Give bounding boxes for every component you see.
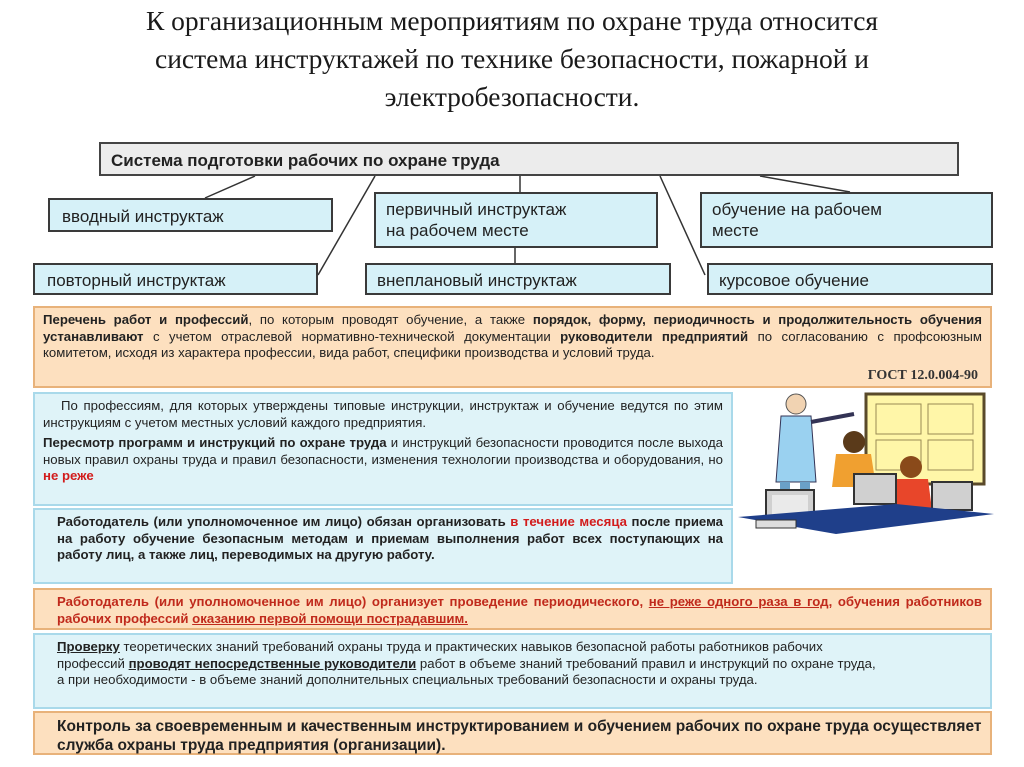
panel-rabotodatel-obyazan (33, 508, 733, 584)
panel-highlight: не реже (43, 468, 94, 483)
gost-reference: ГОСТ 12.0.004-90 (867, 367, 978, 383)
panel-bold: Проверку (57, 639, 120, 654)
panel-highlight: в течение месяца (510, 514, 627, 529)
box-vneplanovyj-instruktazh: внеплановый инструктаж (365, 263, 671, 295)
panel-bold: порядок, форму, периодичность и продолжительность обучения устанавливают (43, 312, 982, 344)
panel-periodicheskoe-obuchenie (33, 588, 992, 630)
panel-text: , по которым проводят обучение, а также (248, 312, 533, 327)
panel-bold: Перечень работ и профессий (43, 312, 249, 327)
panel-proverka-znanij (33, 633, 992, 709)
box-kursovoe-obuchenie: курсовое обучение (707, 263, 993, 295)
panel-text: после приема на работу обучение безопасным методам и приемам выполнения работ всех поступающих на работу лиц, а также лиц, переводимых на другую работу. (57, 514, 724, 562)
title-line-1: К организационным мероприятиям по охране труда относится (145, 5, 879, 36)
panel-bold: Пересмотр программ и инструкций по охране труда (43, 435, 387, 450)
panel-text: с учетом отраслевой нормативно-технической документации (143, 328, 561, 344)
box-povtornyj-instruktazh: повторный инструктаж (33, 263, 318, 295)
panel-text: работ в объеме знаний требований правил и инструкций по охране труда, а при необходимости - в объеме знаний дополнительных специальных требований безопасности и охраны труда. (57, 655, 876, 687)
box-obuchenie-na-rabochem-meste (700, 192, 993, 248)
panel-paragraph: По профессиям, для которых утверждены типовые инструкции, инструктаж и обучение ведутся по этим инструкциям с учетом местных условий каждого предприятия. (43, 398, 723, 430)
panel-kontrol: Контроль за своевременным и качественным инструктированием и обучением рабочих по охране труда осуществляет служба охраны труда предприятия (организации). (33, 711, 992, 755)
title-line-3: электробезопасности. (384, 81, 640, 112)
panel-bold: руководители предприятий (560, 328, 749, 344)
teacher-classroom-clipart-icon (736, 392, 996, 542)
box-label-line: на рабочем месте (386, 221, 529, 240)
box-label-line: обучение на рабочем (712, 200, 882, 219)
box-label-line: первичный инструктаж (386, 200, 567, 219)
panel-paragraph (43, 435, 723, 485)
panel-text: , обучения работников рабочих профессий (57, 594, 982, 626)
panel-highlight: оказанию первой помощи пострадавшим. (192, 610, 468, 626)
box-vvodnyj-instruktazh: вводный инструктаж (48, 198, 333, 232)
diagram-header: Система подготовки рабочих по охране труда (99, 142, 959, 176)
panel-highlight: не реже одного раза в год (648, 594, 829, 609)
panel-text: теоретических знаний требований охраны труда и практических навыков безопасной работы работников рабочих профессий (57, 639, 823, 671)
box-pervichnyj-instruktazh (374, 192, 658, 248)
panel-bold: проводят непосредственные руководители (128, 655, 417, 671)
panel-perechen-rabot (33, 306, 992, 388)
panel-text: и инструкций безопасности проводится после выхода новых правил охраны труда и правил безопасности, изменения технологии производства и оборудования, но (43, 435, 723, 467)
title-line-2: система инструктажей по технике безопасности, пожарной и (154, 43, 870, 74)
box-label-line: месте (712, 221, 759, 240)
panel-text: по согласованию с профсоюзным комитетом, исходя из характера профессии, вида работ, специфики производства и условий труда. (43, 328, 982, 360)
panel-text: Работодатель (или уполномоченное им лицо) организует проведение периодического, (57, 594, 649, 609)
panel-po-professiyam (33, 392, 733, 506)
panel-text: Работодатель (или уполномоченное им лицо) обязан организовать (57, 514, 511, 529)
